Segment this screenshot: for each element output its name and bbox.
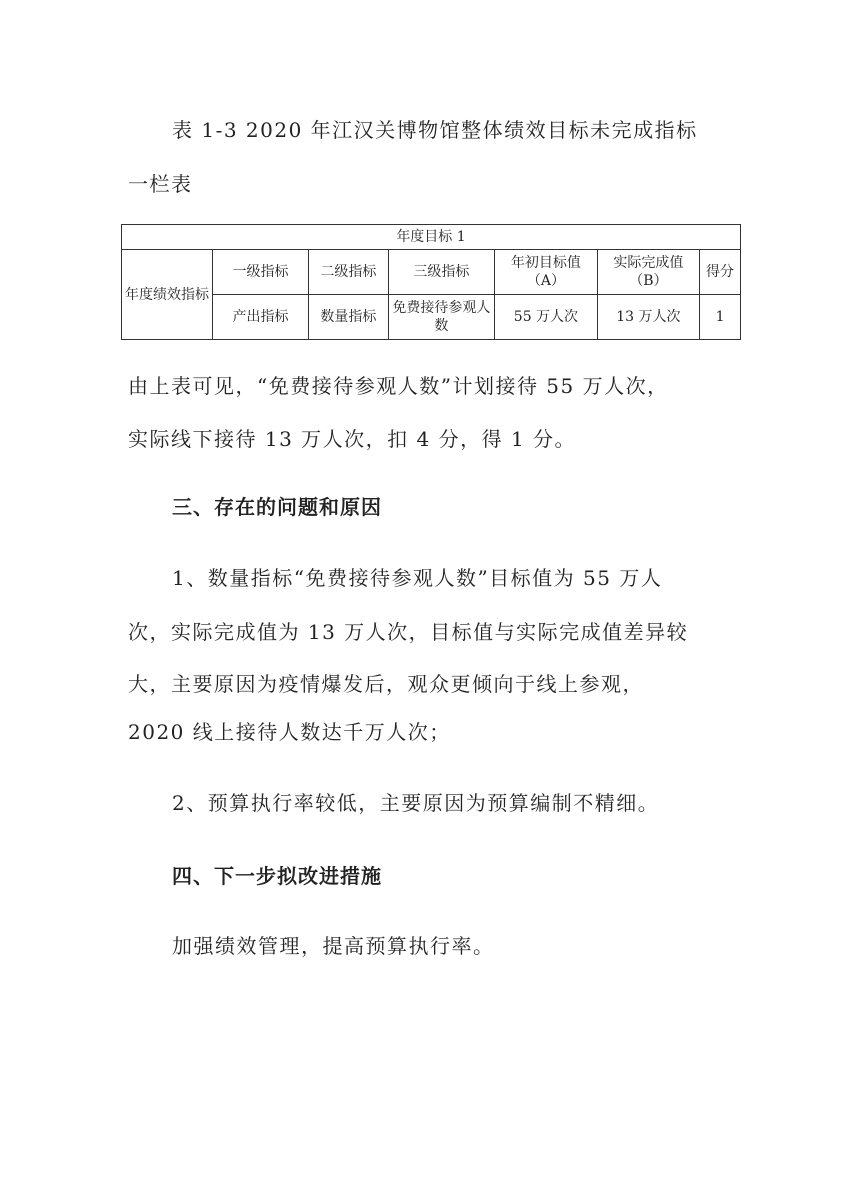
column-header-score: 得分 [700, 250, 741, 295]
performance-table [121, 224, 741, 340]
section4-text: 加强绩效管理，提高预算执行率。 [172, 934, 495, 958]
cell-target-value: 55 万人次 [495, 295, 597, 340]
section3-item1-line-4: 2020 线上接待人数达千万人次； [128, 720, 451, 744]
paragraph1-line-2: 实际线下接待 13 万人次，扣 4 分，得 1 分。 [128, 427, 577, 451]
cell-level3: 免费接待参观人数 [388, 295, 495, 340]
column-header-level3: 三级指标 [388, 250, 495, 295]
table-row-label: 年度绩效指标 [122, 250, 213, 340]
table-caption-line-1: 表 1-3 2020 年江汉关博物馆整体绩效目标未完成指标 [172, 118, 698, 142]
section3-item2: 2、预算执行率较低，主要原因为预算编制不精细。 [172, 791, 660, 815]
cell-score: 1 [700, 295, 741, 340]
section4-heading: 四、下一步拟改进措施 [172, 864, 382, 888]
table-header-title: 年度目标 1 [122, 225, 741, 250]
section3-item1-line-3: 大，主要原因为疫情爆发后，观众更倾向于线上参观， [128, 672, 644, 696]
section3-heading: 三、存在的问题和原因 [172, 495, 382, 519]
column-header-target-value: 年初目标值（A） [495, 250, 597, 295]
table-caption-line-2: 一栏表 [128, 172, 193, 196]
cell-level2: 数量指标 [309, 295, 388, 340]
column-header-actual-value: 实际完成值（B） [597, 250, 699, 295]
column-header-level1: 一级指标 [212, 250, 308, 295]
cell-actual-value: 13 万人次 [597, 295, 699, 340]
section3-item1-line-1: 1、数量指标“免费接待参观人数”目标值为 55 万人 [172, 566, 663, 590]
cell-level1: 产出指标 [212, 295, 308, 340]
section3-item1-line-2: 次，实际完成值为 13 万人次，目标值与实际完成值差异较 [128, 620, 689, 644]
paragraph1-line-1: 由上表可见，“免费接待参观人数”计划接待 55 万人次， [128, 374, 669, 398]
column-header-level2: 二级指标 [309, 250, 388, 295]
